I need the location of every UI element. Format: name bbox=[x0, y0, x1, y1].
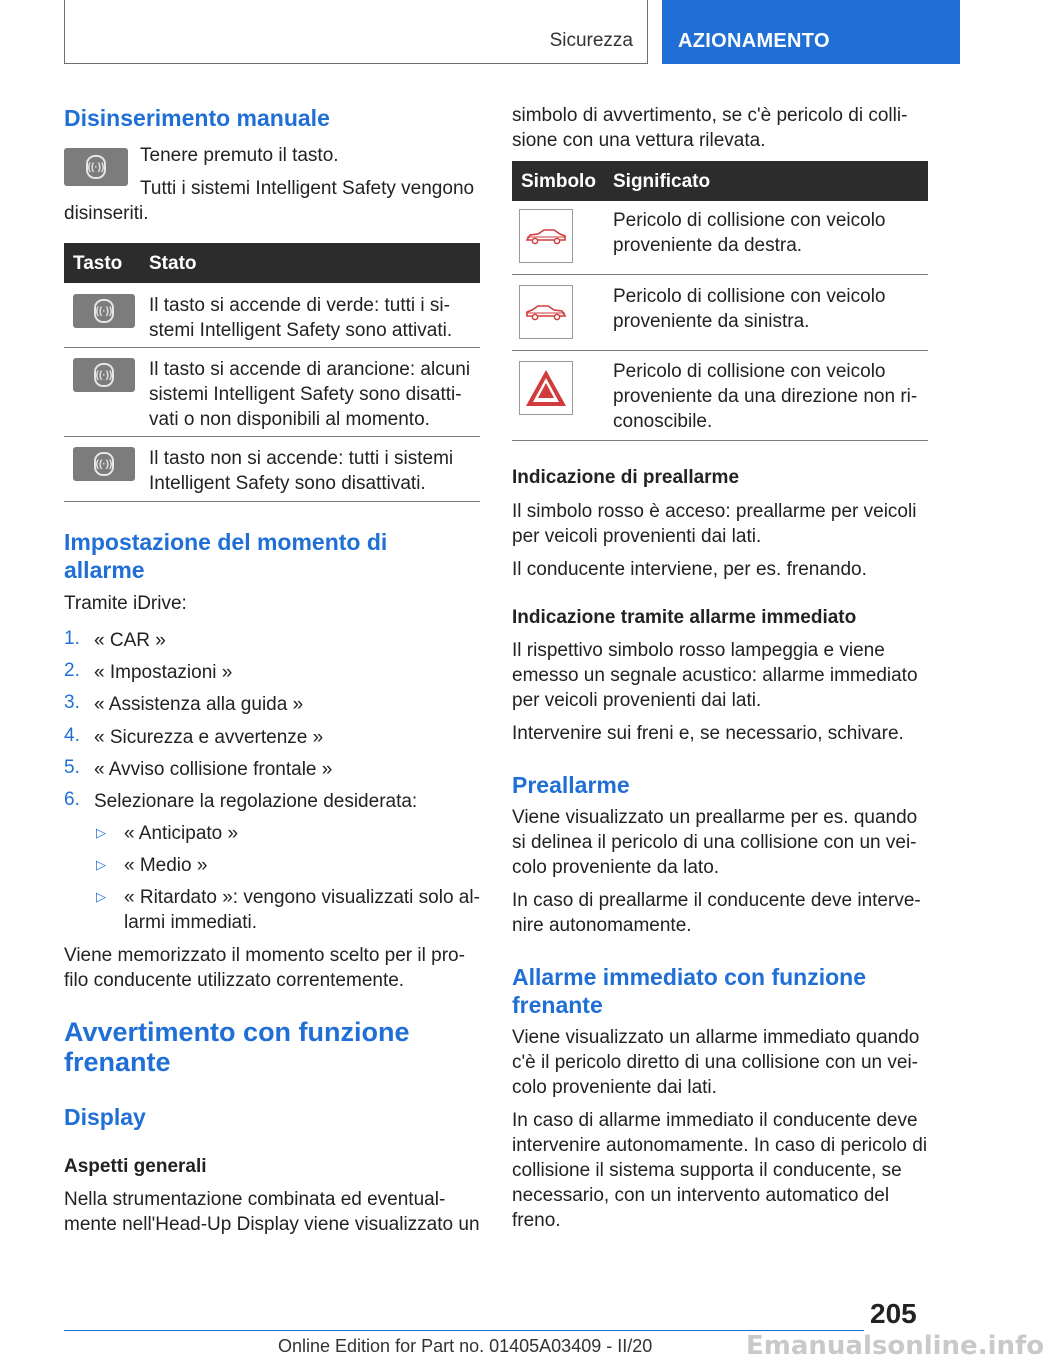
ai-5: intervenire autonomamente. In caso di pericolo di bbox=[512, 1135, 928, 1156]
table2-row2-l2: proveniente da sinistra. bbox=[613, 311, 810, 332]
table2-divider bbox=[512, 350, 928, 351]
heading-display: Display bbox=[64, 1104, 146, 1130]
header-chapter-title: AZIONAMENTO bbox=[678, 30, 830, 52]
car-right-warning-icon bbox=[519, 209, 573, 263]
page-number: 205 bbox=[870, 1298, 917, 1329]
heading-general: Aspetti generali bbox=[64, 1156, 207, 1177]
pre-2: per veicoli provenienti dai lati. bbox=[512, 526, 762, 547]
ai-7: necessario, con un intervento automatico del bbox=[512, 1185, 890, 1206]
via-idrive: Tramite iDrive: bbox=[64, 593, 187, 614]
step-2: « Impostazioni » bbox=[94, 662, 233, 683]
heading-timing-1: Impostazione del momento di bbox=[64, 529, 388, 555]
heading-immediate-2: frenante bbox=[512, 992, 603, 1018]
table1-header bbox=[64, 243, 480, 283]
table1-divider bbox=[64, 347, 480, 348]
bullet-triangle-icon: ▷ bbox=[96, 857, 106, 872]
table2-row3-l1: Pericolo di collisione con veicolo bbox=[613, 361, 886, 382]
car-left-warning-icon bbox=[519, 285, 573, 339]
pre-3: Il conducente interviene, per es. frenando. bbox=[512, 559, 867, 580]
table1-row3-l2: Intelligent Safety sono disattivati. bbox=[149, 473, 426, 494]
bullet-triangle-icon: ▷ bbox=[96, 889, 106, 904]
heading-brake-2: frenante bbox=[64, 1047, 171, 1077]
table2-row1-l1: Pericolo di collisione con veicolo bbox=[613, 210, 886, 231]
imm-1: Il rispettivo simbolo rosso lampeggia e viene bbox=[512, 640, 885, 661]
ai-2: c'è il pericolo diretto di una collisione con un vei- bbox=[512, 1052, 919, 1073]
step-number: 2. bbox=[64, 660, 80, 681]
intro-2: sione con una vettura rilevata. bbox=[512, 130, 766, 151]
heading-immediate-1: Allarme immediato con funzione bbox=[512, 964, 866, 990]
general-1: Nella strumentazione combinata ed eventual- bbox=[64, 1189, 446, 1210]
step-number: 6. bbox=[64, 789, 80, 810]
pa-3: colo proveniente da lato. bbox=[512, 857, 720, 878]
heading-brake-1: Avvertimento con funzione bbox=[64, 1017, 410, 1047]
general-2: mente nell'Head-Up Display viene visualizzato un bbox=[64, 1214, 480, 1235]
ai-3: colo proveniente dai lati. bbox=[512, 1077, 717, 1098]
pa-1: Viene visualizzato un preallarme per es. quando bbox=[512, 807, 918, 828]
heading-preallarme: Preallarme bbox=[512, 772, 630, 798]
step-4: « Sicurezza e avvertenze » bbox=[94, 727, 324, 748]
intelligent-safety-key-icon: ((·)) bbox=[73, 358, 135, 392]
table1-row2-l1: Il tasto si accende di arancione: alcuni bbox=[149, 359, 471, 380]
footer-rule bbox=[64, 1330, 864, 1331]
footer-edition: Online Edition for Part no. 01405A03409 - II/20 bbox=[278, 1336, 653, 1356]
bullet-triangle-icon: ▷ bbox=[96, 825, 106, 840]
step-1: « CAR » bbox=[94, 630, 166, 651]
table2-header bbox=[512, 161, 928, 201]
hazard-triangle-icon bbox=[519, 361, 573, 415]
intelligent-safety-key-icon: ((·)) bbox=[73, 294, 135, 328]
table1-row1-l1: Il tasto si accende di verde: tutti i si- bbox=[149, 295, 450, 316]
header-chapter-tab bbox=[662, 0, 960, 64]
option-1: « Anticipato » bbox=[124, 823, 239, 844]
pa-2: si delinea il pericolo di una collisione con un vei- bbox=[512, 832, 917, 853]
option-2: « Medio » bbox=[124, 855, 208, 876]
table2-divider bbox=[512, 274, 928, 275]
pa-4: In caso di preallarme il conducente deve interve- bbox=[512, 890, 921, 911]
header-section-box bbox=[64, 0, 648, 64]
step-3: « Assistenza alla guida » bbox=[94, 694, 304, 715]
memo-1: Viene memorizzato il momento scelto per il pro- bbox=[64, 945, 465, 966]
table2-row3-l2: proveniente da una direzione non ri- bbox=[613, 386, 918, 407]
heading-timing-2: allarme bbox=[64, 557, 145, 583]
step-number: 3. bbox=[64, 692, 80, 713]
table2-col-meaning: Significato bbox=[613, 171, 711, 192]
watermark: Emanualsonline.info bbox=[746, 1331, 1044, 1361]
step-5: « Avviso collisione frontale » bbox=[94, 759, 333, 780]
table2-divider bbox=[512, 440, 928, 441]
ai-8: freno. bbox=[512, 1210, 561, 1231]
step-number: 5. bbox=[64, 757, 80, 778]
memo-2: filo conducente utilizzato correntemente. bbox=[64, 970, 405, 991]
heading-immediate-indication: Indicazione tramite allarme immediato bbox=[512, 607, 857, 628]
manual-text-2b: disinseriti. bbox=[64, 203, 149, 224]
table1-row3-l1: Il tasto non si accende: tutti i sistemi bbox=[149, 448, 454, 469]
option-3-cont: larmi immediati. bbox=[124, 912, 258, 933]
imm-2: emesso un segnale acustico: allarme immediato bbox=[512, 665, 918, 686]
pa-5: nire autonomamente. bbox=[512, 915, 692, 936]
table1-divider bbox=[64, 501, 480, 502]
manual-text-1: Tenere premuto il tasto. bbox=[140, 145, 339, 166]
intro-1: simbolo di avvertimento, se c'è pericolo di colli- bbox=[512, 105, 908, 126]
pre-1: Il simbolo rosso è acceso: preallarme per veicoli bbox=[512, 501, 917, 522]
ai-4: In caso di allarme immediato il conducente deve bbox=[512, 1110, 918, 1131]
table1-col-state: Stato bbox=[149, 253, 197, 274]
imm-3: per veicoli provenienti dai lati. bbox=[512, 690, 762, 711]
table1-divider bbox=[64, 436, 480, 437]
table1-col-key: Tasto bbox=[73, 253, 123, 274]
table1-row2-l3: vati o non disponibili al momento. bbox=[149, 409, 430, 430]
imm-4: Intervenire sui freni e, se necessario, schivare. bbox=[512, 723, 904, 744]
intelligent-safety-key-icon: ((·)) bbox=[64, 148, 128, 186]
header-section-title: Sicurezza bbox=[549, 30, 633, 51]
step-6: Selezionare la regolazione desiderata: bbox=[94, 791, 418, 812]
table1-row1-l2: stemi Intelligent Safety sono attivati. bbox=[149, 320, 453, 341]
table2-row3-l3: conoscibile. bbox=[613, 411, 713, 432]
ai-6: collisione il sistema supporta il conducente, se bbox=[512, 1160, 902, 1181]
table1-row2-l2: sistemi Intelligent Safety sono disatti- bbox=[149, 384, 462, 405]
manual-text-2a: Tutti i sistemi Intelligent Safety vengono bbox=[140, 178, 475, 199]
option-3: « Ritardato »: vengono visualizzati solo al- bbox=[124, 887, 480, 908]
intelligent-safety-key-icon: ((·)) bbox=[73, 447, 135, 481]
table2-col-symbol: Simbolo bbox=[521, 171, 596, 192]
table2-row2-l1: Pericolo di collisione con veicolo bbox=[613, 286, 886, 307]
step-number: 4. bbox=[64, 725, 80, 746]
heading-prewarning-indication: Indicazione di preallarme bbox=[512, 467, 740, 488]
table2-row1-l2: proveniente da destra. bbox=[613, 235, 803, 256]
step-number: 1. bbox=[64, 628, 80, 649]
ai-1: Viene visualizzato un allarme immediato quando bbox=[512, 1027, 920, 1048]
heading-manual-deactivation: Disinserimento manuale bbox=[64, 105, 330, 131]
